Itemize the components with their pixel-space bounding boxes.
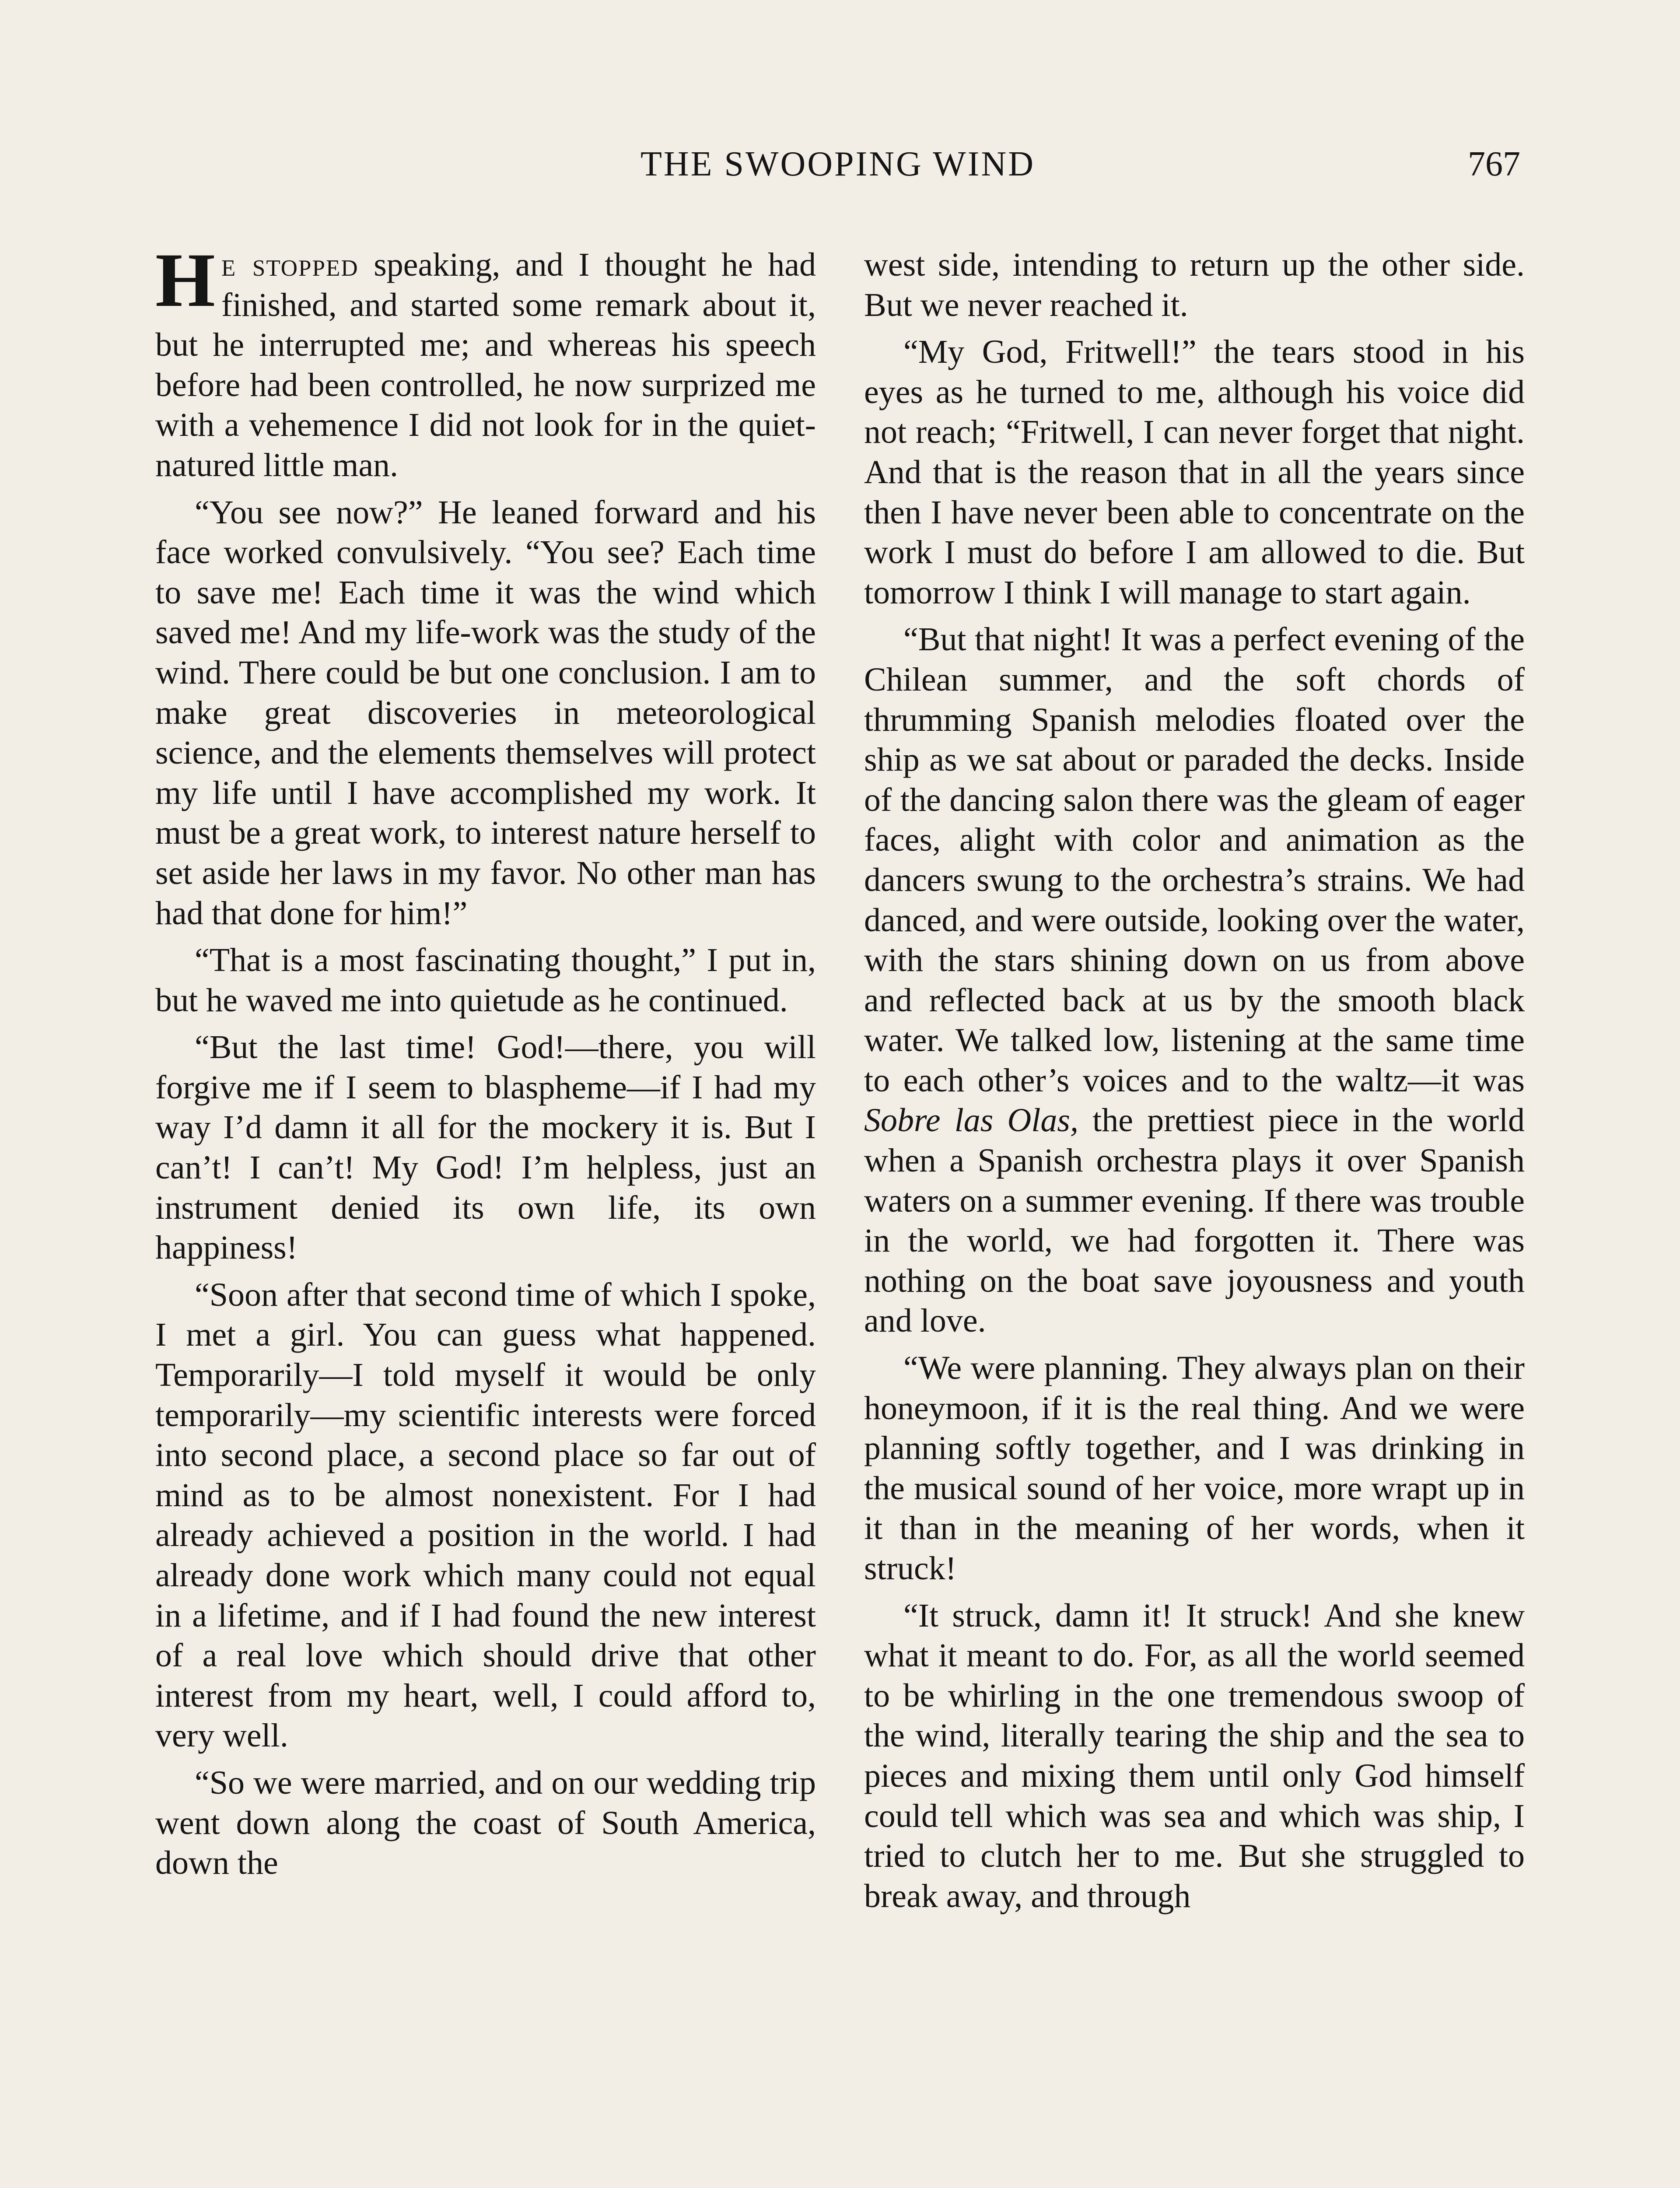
paragraph-text: “But that night! It was a perfect evening of the Chilean summer, and the soft chords of thrumming Spanish melodies floated over the ship as we sat about or paraded the decks. Inside of the dancing salon there was the gleam of eager faces, alight with color and animation as the dancers swung to the orchestra’s strains. We had danced, and were outside, looking over the water, with the stars shining down on us from above and reflected back at us by the smooth black water. We talked low, listening at the same time to each other’s voices and to the waltz—it was (864, 621, 1525, 1099)
running-header (155, 144, 1520, 197)
paragraph: “You see now?” He leaned forward and his face worked convulsively. “You see? Each time to save me! Each time it was the wind which saved me! And my life-work was the study of the wind. There could be but one conclusion. I am to make great discoveries in meteorological science, and the elements themselves will protect my life until I have accomplished my work. It must be a great work, to interest nature herself to set aside her laws in my favor. No other man has had that done for him!” (155, 494, 816, 932)
paragraph-text: the prettiest piece in the world when a Spanish orchestra plays it over Spanish waters on a summer evening. If there was trouble in the world, we had forgotten it. There was nothing on the boat save joyousness and youth and love. (864, 1102, 1525, 1339)
paragraph: west side, intending to return up the other side. But we never reached it. (864, 246, 1525, 323)
running-title: THE SWOOPING WIND (640, 145, 1035, 183)
paragraph: “We were planning. They always plan on their honeymoon, if it is the real thing. And we were planning softly together, and I was drinking in the musical sound of her voice, more wrapt up in it than in the meaning of her words, when it struck! (864, 1350, 1525, 1587)
paragraph-text: speaking, and I thought he had finished, and started some remark about it, but he interrupted me; and whereas his speech before had been controlled, he now surprized me with a vehemence I did not look for in the quiet-natured little man. (155, 246, 816, 484)
paragraph: “So we were married, and on our wedding trip went down along the coast of South America, down the (155, 1764, 816, 1882)
page-number: 767 (1468, 145, 1520, 183)
paragraph: “But the last time! God!—there, you will forgive me if I seem to blaspheme—if I had my way I’d damn it all for the mockery it is. But I can’t! I can’t! My God! I’m helpless, just an instrument denied its own life, its own happiness! (155, 1029, 816, 1266)
paragraph: “Soon after that second time of which I spoke, I met a girl. You can guess what happened. Temporarily—I told myself it would be only temporarily—my scientific interests were forced into second place, a second place so far out of mind as to be almost nonexistent. For I had already achieved a position in the world. I had already done work which many could not equal in a lifetime, and if I had found the new interest of a real love which should drive that other interest from my heart, well, I could afford to, very well. (155, 1276, 816, 1754)
left-column (155, 238, 816, 1890)
paragraph: “My God, Fritwell!” the tears stood in his eyes as he turned to me, although his voice did not reach; “Fritwell, I can never forget that night. And that is the reason that in all the years since then I have never been able to concentrate on the work I must do before I am allowed to die. But tomorrow I think I will manage to start again. (864, 333, 1525, 611)
right-column (864, 245, 1525, 1923)
paragraph: “That is a most fascinating thought,” I put in, but he waved me into quietude as he continued. (155, 942, 816, 1019)
paragraph (155, 238, 816, 486)
drop-cap: H (155, 238, 215, 323)
lead-in-smallcaps: e stopped (221, 246, 359, 283)
song-title: Sobre las Olas, (864, 1102, 1079, 1139)
paragraph: “It struck, damn it! It struck! And she knew what it meant to do. For, as all the world seemed to be whirling in the one tremendous swoop of the wind, literally tearing the ship and the sea to pieces and mixing them until only God himself could tell which was sea and which was ship, I tried to clutch her to me. But she struggled to break away, and through (864, 1597, 1525, 1914)
paragraph (864, 620, 1525, 1341)
